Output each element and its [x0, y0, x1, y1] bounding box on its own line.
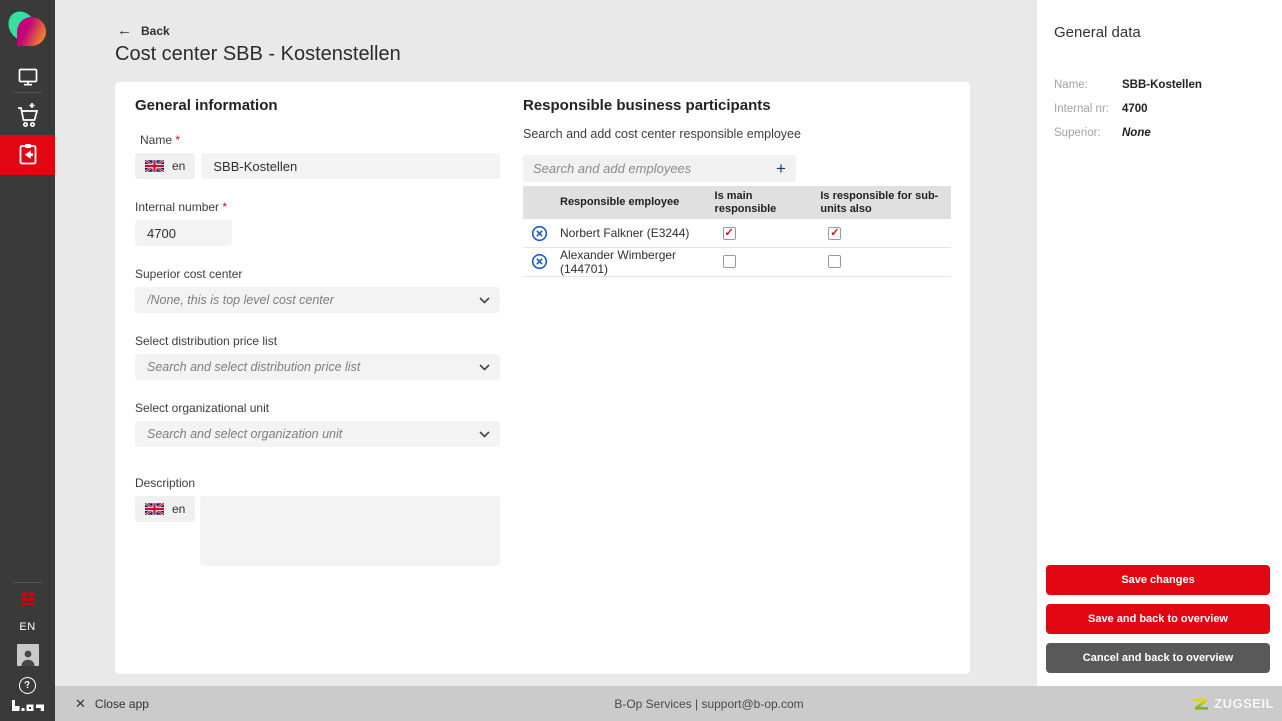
- summary-row-internal-nr: [1054, 103, 1282, 115]
- superior-cost-center-label: Superior cost center: [135, 267, 243, 281]
- back-arrow-icon: ←: [117, 22, 132, 39]
- remove-employee-icon[interactable]: [531, 225, 548, 242]
- edit-card: [115, 82, 970, 674]
- distribution-price-list-placeholder: Search and select distribution price list: [147, 360, 361, 374]
- close-app-label: Close app: [94, 696, 149, 711]
- language-code-label: en: [172, 502, 186, 516]
- column-remove: [523, 186, 554, 219]
- organizational-unit-placeholder: Search and select organization unit: [147, 427, 343, 441]
- participants-table: [523, 186, 951, 277]
- is-responsible-subunits-checkbox[interactable]: [828, 227, 841, 240]
- internal-number-input[interactable]: [135, 220, 232, 246]
- summary-panel: [1037, 0, 1282, 686]
- save-changes-button[interactable]: Save changes: [1046, 565, 1270, 595]
- chevron-down-icon: [479, 297, 490, 304]
- close-app-button[interactable]: [75, 696, 149, 712]
- summary-superior-label: Superior:: [1054, 127, 1101, 139]
- sidebar-item-profile[interactable]: [0, 642, 55, 668]
- save-and-back-button[interactable]: Save and back to overview: [1046, 604, 1270, 634]
- sidebar-item-team[interactable]: [0, 587, 55, 613]
- distribution-price-list-label: Select distribution price list: [135, 334, 278, 348]
- description-textarea[interactable]: [200, 496, 500, 566]
- organizational-unit-select[interactable]: [135, 421, 500, 447]
- employee-search-box: [523, 155, 796, 182]
- footer-bar: [55, 686, 1282, 721]
- chevron-down-icon: [479, 431, 490, 438]
- page-title: Cost center SBB - Kostenstellen: [115, 43, 401, 65]
- language-code-label: en: [172, 159, 186, 173]
- plus-icon: +: [776, 159, 786, 178]
- organizational-unit-group: [135, 401, 500, 447]
- cart-add-icon: [15, 102, 41, 130]
- general-information-section: [135, 82, 500, 587]
- app-logo-icon: [9, 9, 47, 49]
- column-is-responsible-subunits: Is responsible for sub-units also: [814, 186, 951, 219]
- sidebar: [0, 0, 55, 721]
- main-content: [55, 0, 1037, 686]
- employee-search-input[interactable]: [523, 161, 766, 176]
- team-icon: [17, 590, 39, 610]
- summary-row-superior: [1054, 127, 1282, 139]
- general-information-heading: General information: [135, 97, 278, 114]
- summary-internal-value: 4700: [1122, 103, 1148, 115]
- zugseil-brand: [1193, 696, 1274, 712]
- distribution-price-list-select[interactable]: [135, 354, 500, 380]
- back-label: Back: [141, 23, 170, 38]
- employee-name: Norbert Falkner (E3244): [554, 219, 709, 247]
- name-language-selector[interactable]: [135, 153, 195, 179]
- required-asterisk: *: [222, 200, 228, 214]
- zugseil-z-icon: [1193, 696, 1209, 712]
- name-label: Name *: [140, 133, 181, 147]
- language-code: EN: [19, 621, 36, 633]
- sidebar-divider: [13, 582, 42, 583]
- is-responsible-subunits-checkbox[interactable]: [828, 255, 841, 268]
- description-group: [135, 476, 500, 566]
- table-row: [523, 247, 951, 276]
- sidebar-divider: [13, 92, 42, 93]
- monitor-icon: [16, 65, 40, 89]
- language-switcher[interactable]: [0, 617, 55, 637]
- summary-heading: General data: [1054, 24, 1141, 41]
- superior-cost-center-value: /None, this is top level cost center: [147, 293, 334, 307]
- cancel-and-back-button[interactable]: Cancel and back to overview: [1046, 643, 1270, 673]
- b-op-logo-icon: [11, 700, 45, 713]
- sidebar-item-shop[interactable]: [0, 99, 55, 133]
- distribution-price-list-group: [135, 334, 500, 380]
- uk-flag-icon: [145, 503, 164, 515]
- summary-superior-value: None: [1122, 127, 1151, 139]
- action-buttons: [1046, 565, 1270, 673]
- user-avatar-icon: [17, 644, 39, 666]
- responsible-participants-section: [523, 82, 955, 277]
- summary-name-label: Name:: [1054, 79, 1088, 91]
- superior-cost-center-select[interactable]: [135, 287, 500, 313]
- participants-subtext: Search and add cost center responsible employee: [523, 127, 801, 141]
- participants-heading: Responsible business participants: [523, 97, 771, 114]
- sidebar-item-cost-center[interactable]: [0, 135, 55, 175]
- organizational-unit-label: Select organizational unit: [135, 401, 270, 415]
- internal-number-label: Internal number *: [135, 200, 228, 214]
- internal-number-field-group: [135, 200, 500, 246]
- app-logo[interactable]: [0, 6, 55, 52]
- b-op-logo: [0, 696, 55, 716]
- is-main-responsible-checkbox[interactable]: [723, 227, 736, 240]
- column-is-main-responsible: Is main responsible: [709, 186, 815, 219]
- summary-internal-label: Internal nr:: [1054, 103, 1109, 115]
- name-field-group: [135, 133, 500, 179]
- summary-name-value: SBB-Kostellen: [1122, 79, 1202, 91]
- description-language-selector[interactable]: [135, 496, 195, 522]
- close-icon: ✕: [75, 695, 86, 711]
- remove-employee-icon[interactable]: [531, 253, 548, 270]
- required-asterisk: *: [175, 133, 181, 147]
- uk-flag-icon: [145, 160, 164, 172]
- sidebar-item-help[interactable]: [0, 673, 55, 697]
- summary-row-name: [1054, 79, 1282, 91]
- superior-cost-center-group: [135, 267, 500, 313]
- help-icon: ?: [18, 675, 38, 695]
- chevron-down-icon: [479, 364, 490, 371]
- is-main-responsible-checkbox[interactable]: [723, 255, 736, 268]
- table-row: [523, 219, 951, 247]
- support-info: B-Op Services | support@b-op.com: [614, 696, 804, 711]
- column-responsible-employee: Responsible employee: [554, 186, 709, 219]
- table-header-row: [523, 186, 951, 219]
- add-employee-button[interactable]: [766, 155, 796, 182]
- zugseil-brand-text: ZUGSEIL: [1214, 696, 1274, 711]
- back-button[interactable]: [117, 22, 170, 39]
- name-input[interactable]: [201, 153, 500, 179]
- clipboard-back-icon: [15, 141, 41, 169]
- employee-name: Alexander Wimberger (144701): [554, 247, 709, 276]
- sidebar-item-dashboard[interactable]: [0, 60, 55, 94]
- description-label: Description: [135, 476, 196, 490]
